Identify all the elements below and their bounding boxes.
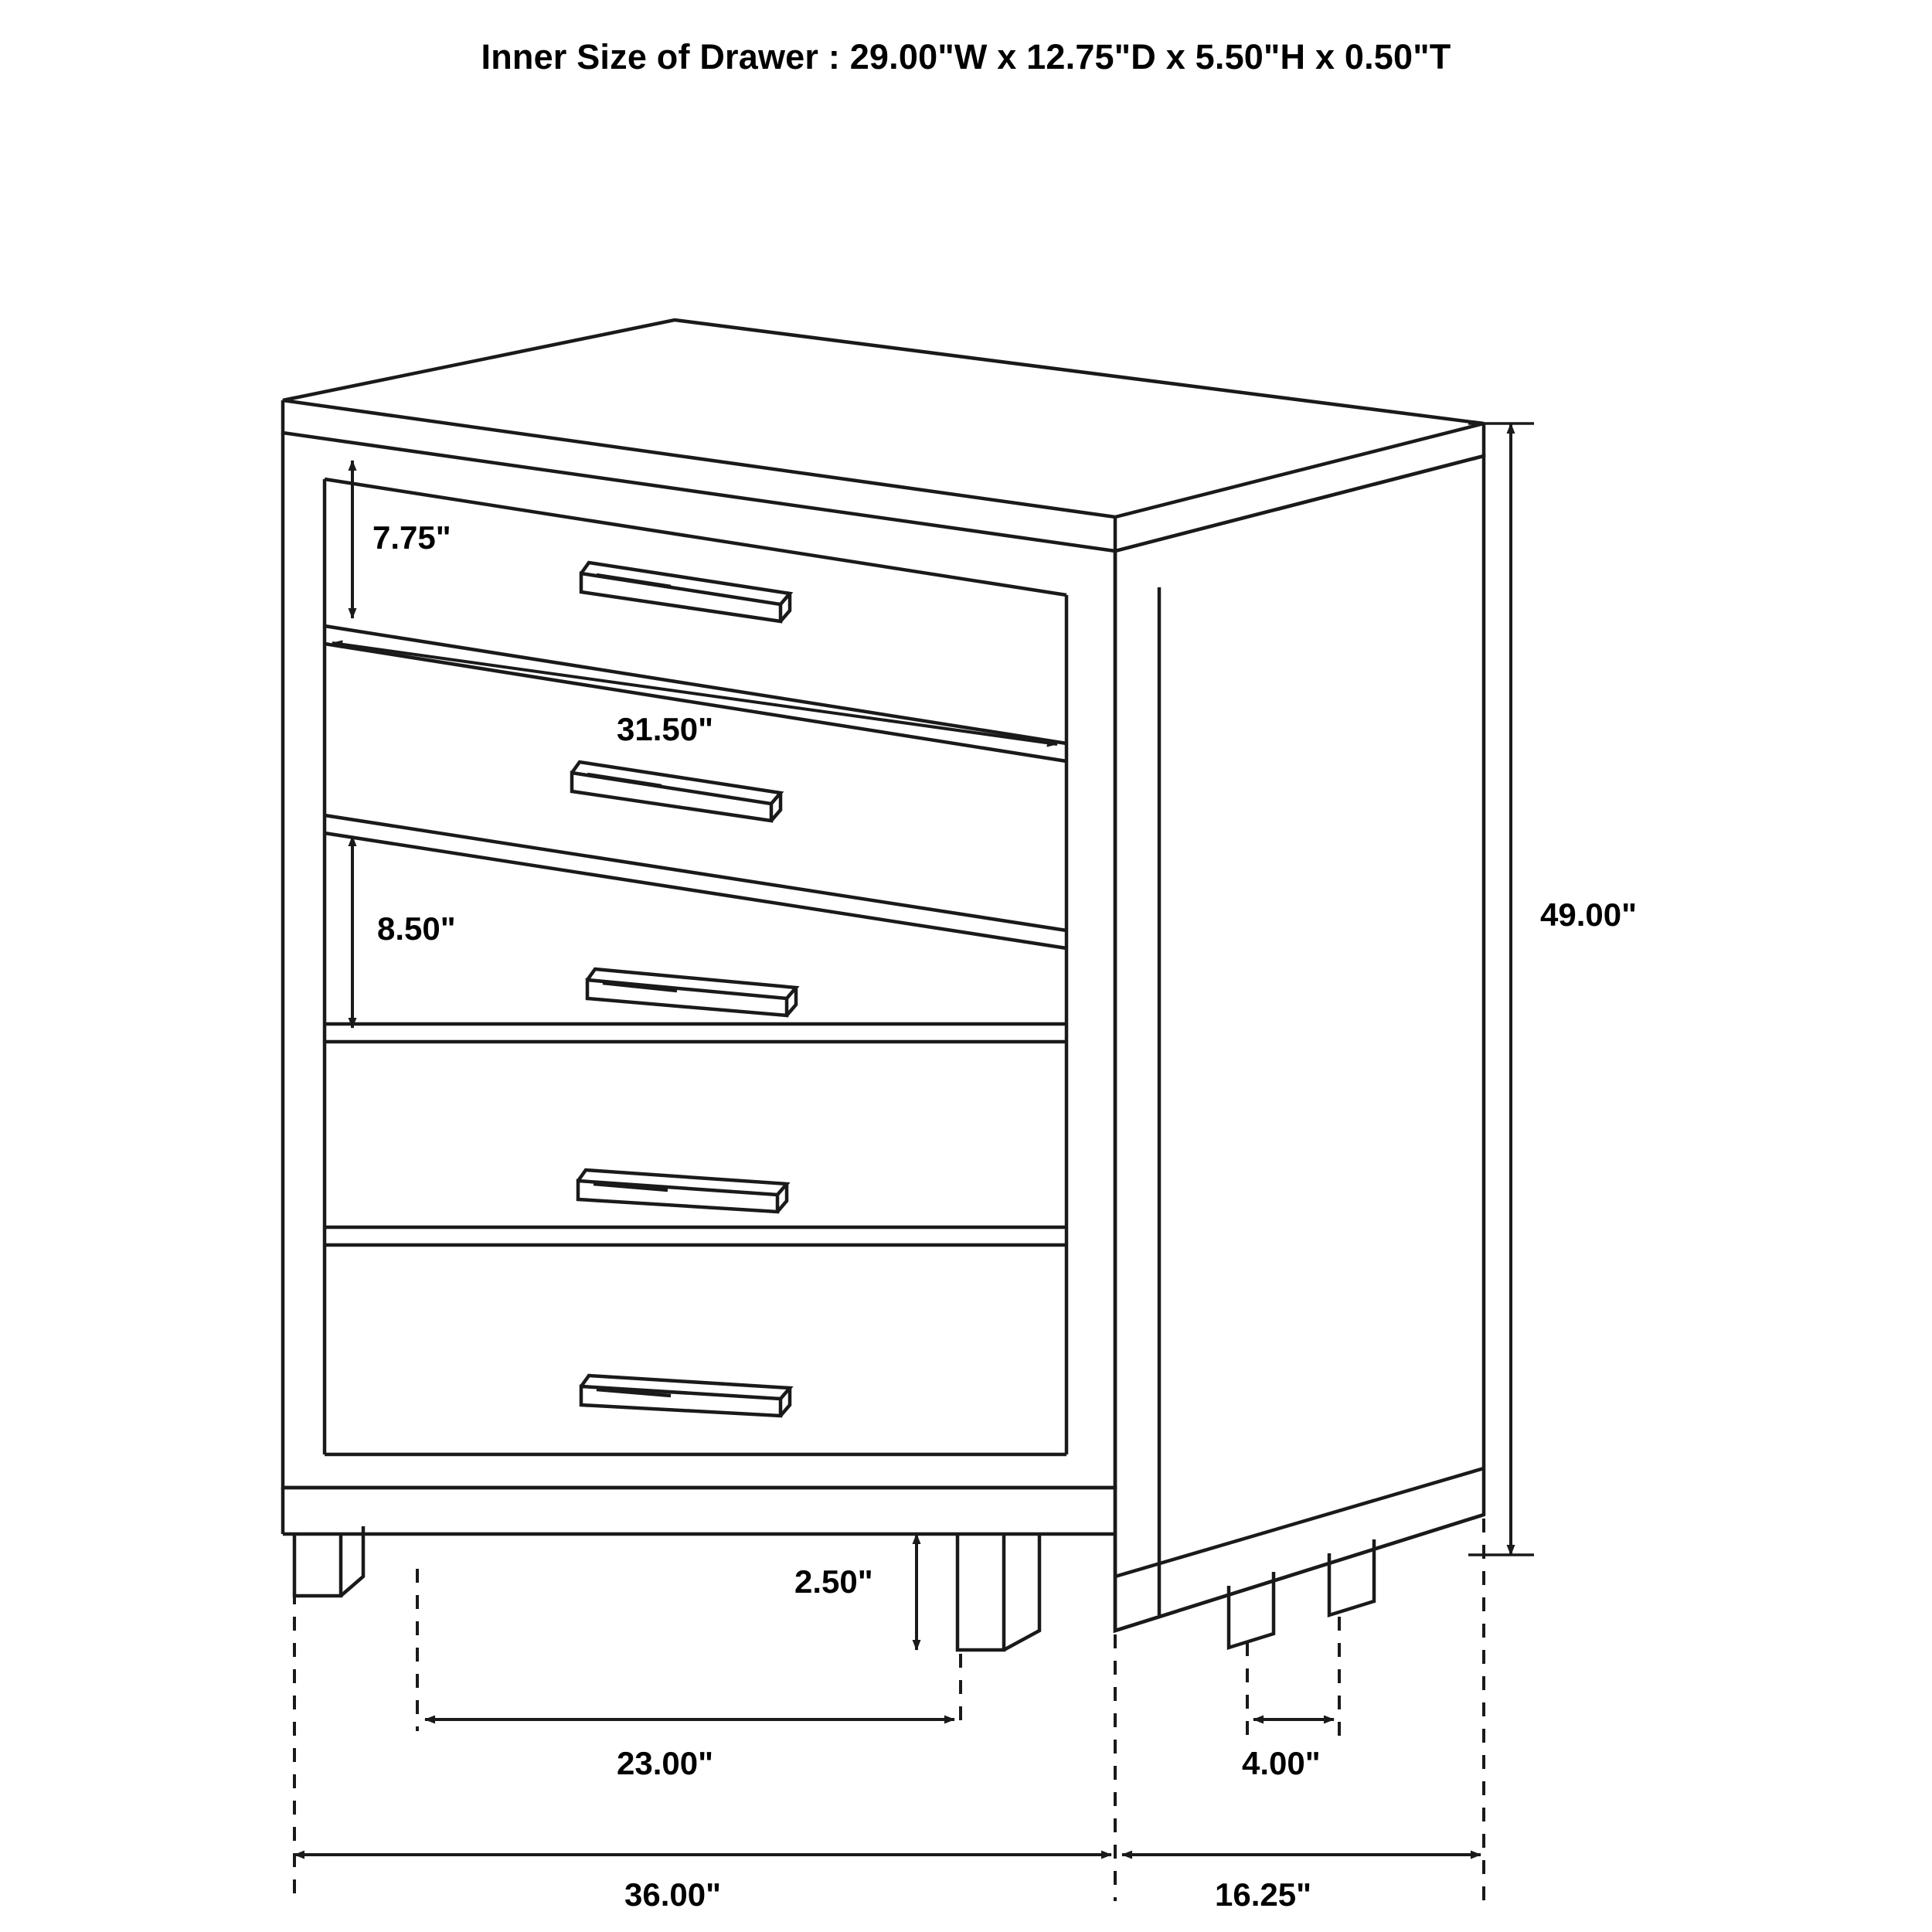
dimension-lines: [294, 423, 1534, 1901]
handle-3: [587, 969, 796, 1015]
handle-4: [578, 1170, 787, 1212]
extension-lines: [294, 1519, 1484, 1901]
handle-1: [581, 563, 790, 621]
dim-label-overall-depth: 16.25": [1215, 1876, 1312, 1913]
dim-label-top-drawer-height: 7.75": [372, 519, 451, 556]
page-title: Inner Size of Drawer : 29.00"W x 12.75"D x 5.50"H x 0.50"T: [481, 37, 1451, 77]
dim-label-overall-height: 49.00": [1540, 896, 1638, 933]
dim-label-leg-span-front: 23.00": [617, 1745, 714, 1781]
cabinet-side-panel: [1115, 456, 1484, 1631]
handle-5: [581, 1376, 790, 1416]
dim-label-drawer-front-width: 31.50": [617, 711, 714, 747]
cabinet-base: [283, 1468, 1484, 1631]
dim-label-leg-height: 2.50": [794, 1563, 873, 1600]
cabinet-top: [283, 320, 1484, 551]
dim-label-leg-inset-side: 4.00": [1242, 1745, 1321, 1781]
handle-2: [572, 762, 781, 821]
dim-label-drawer-height: 8.50": [377, 910, 456, 947]
leg-front-left: [294, 1526, 363, 1596]
leg-front-right: [957, 1534, 1039, 1650]
dim-label-overall-width: 36.00": [624, 1876, 722, 1913]
